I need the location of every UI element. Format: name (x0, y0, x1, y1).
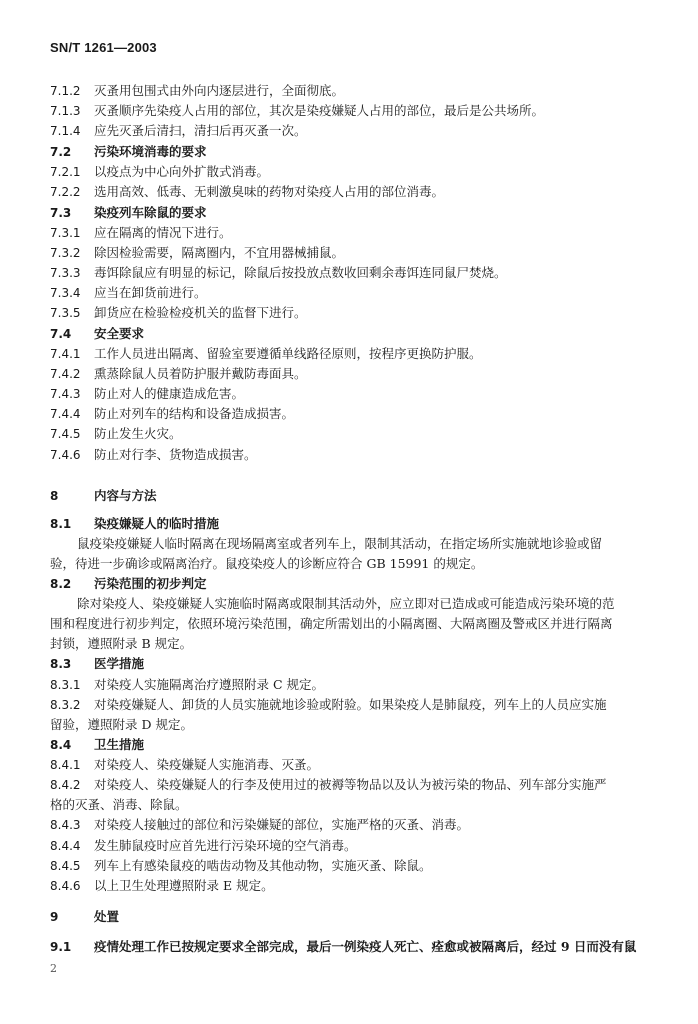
clause-text: 染疫列车除鼠的要求 (94, 205, 207, 220)
clause-8-1 (50, 515, 652, 533)
clause-number: 9.1 (50, 940, 72, 954)
clause-8-3 (50, 655, 652, 673)
clause-number: 7.4.4 (50, 407, 81, 421)
clause-number: 9 (50, 910, 59, 924)
clause-9-1 (50, 938, 652, 956)
clause-7-3 (50, 204, 652, 222)
clause-text: 防止发生火灾。 (94, 426, 182, 441)
clause-8-3-1 (50, 676, 652, 694)
clause-text: 格的灭蚤、消毒、除鼠。 (50, 797, 188, 812)
clause-text: 污染环境消毒的要求 (94, 144, 207, 159)
clause-9 (50, 908, 652, 926)
clause-number: 8.2 (50, 577, 72, 591)
clause-number: 7.1.2 (50, 84, 81, 98)
clause-text: 封锁，遵照附录 B 规定。 (50, 636, 193, 651)
clause-number: 8.4.5 (50, 859, 81, 873)
clause-text: 安全要求 (94, 326, 145, 341)
clause-7-3-1 (50, 224, 652, 242)
clause-text: 防止对行李、货物造成损害。 (94, 447, 257, 462)
clause-7-3-5 (50, 304, 652, 322)
paragraph-line (50, 635, 652, 653)
paragraph-line (77, 535, 652, 553)
clause-text: 疫情处理工作已按规定要求全部完成，最后一例染疫人死亡、痊愈或被隔离后，经过 9 日而没有鼠 (94, 939, 637, 954)
clause-number: 8.4.2 (50, 778, 81, 792)
clause-text: 发生肺鼠疫时应首先进行污染环境的空气消毒。 (94, 838, 357, 853)
clause-number: 8.4.1 (50, 758, 81, 772)
clause-8-4-2 (50, 776, 652, 794)
clause-number: 7.3.4 (50, 286, 81, 300)
clause-number: 7.4.3 (50, 387, 81, 401)
clause-text: 验，待进一步确诊或隔离治疗。鼠疫染疫人的诊断应符合 GB 15991 的规定。 (50, 556, 484, 571)
clause-8-4-3 (50, 816, 652, 834)
clause-number: 7.2 (50, 145, 72, 159)
clause-7-4 (50, 325, 652, 343)
clause-text: 污染范围的初步判定 (94, 576, 207, 591)
clause-8-4-6 (50, 877, 652, 895)
clause-text: 染疫嫌疑人的临时措施 (94, 516, 220, 531)
clause-number: 7.4.6 (50, 448, 81, 462)
clause-7-3-4 (50, 284, 652, 302)
clause-7-3-2 (50, 244, 652, 262)
clause-number: 7.3.3 (50, 266, 81, 280)
clause-text: 列车上有感染鼠疫的啮齿动物及其他动物，实施灭蚤、除鼠。 (94, 858, 432, 873)
clause-text: 医学措施 (94, 656, 145, 671)
clause-number: 8.3.2 (50, 698, 81, 712)
clause-text: 以上卫生处理遵照附录 E 规定。 (94, 878, 274, 893)
clause-text: 灭蚤用包围式由外向内逐层进行，全面彻底。 (94, 83, 345, 98)
clause-text: 卸货应在检验检疫机关的监督下进行。 (94, 305, 307, 320)
clause-text: 工作人员进出隔离、留验室要遵循单线路径原则，按程序更换防护服。 (94, 346, 482, 361)
clause-8-4-1 (50, 756, 652, 774)
clause-number: 7.4.2 (50, 367, 81, 381)
clause-text: 对染疫嫌疑人、卸货的人员实施就地诊验或附验。如果染疫人是肺鼠疫，列车上的人员应实施 (94, 697, 607, 712)
clause-number: 7.3 (50, 206, 72, 220)
clause-text: 对染疫人接触过的部位和污染嫌疑的部位，实施严格的灭蚤、消毒。 (94, 817, 470, 832)
clause-text: 对染疫人、染疫嫌疑人的行李及使用过的被褥等物品以及认为被污染的物品、列车部分实施严 (94, 777, 607, 792)
clause-8-2 (50, 575, 652, 593)
paragraph-line (77, 595, 652, 613)
clause-number: 7.2.2 (50, 185, 81, 199)
clause-number: 7.1.3 (50, 104, 81, 118)
clause-number: 8.3 (50, 657, 72, 671)
clause-text: 对染疫人、染疫嫌疑人实施消毒、灭蚤。 (94, 757, 320, 772)
clause-text: 选用高效、低毒、无刺激臭味的药物对染疫人占用的部位消毒。 (94, 184, 445, 199)
clause-number: 7.3.1 (50, 226, 81, 240)
clause-text: 除对染疫人、染疫嫌疑人实施临时隔离或限制其活动外，应立即对已造成或可能造成污染环境的范 (77, 596, 615, 611)
clause-number: 8 (50, 489, 59, 503)
clause-number: 8.4 (50, 738, 72, 752)
clause-text: 熏蒸除鼠人员着防护服并戴防毒面具。 (94, 366, 307, 381)
clause-text: 围和程度进行初步判定，依照环境污染范围，确定所需划出的小隔离圈、大隔离圈及警戒区并进行隔离 (50, 616, 613, 631)
paragraph-line (50, 796, 652, 814)
standard-code-header: SN/T 1261—2003 (50, 40, 157, 55)
clause-7-4-6 (50, 446, 652, 464)
clause-7-2 (50, 143, 652, 161)
clause-number: 7.1.4 (50, 124, 81, 138)
paragraph-line (50, 716, 652, 734)
clause-7-4-3 (50, 385, 652, 403)
clause-number: 8.4.3 (50, 818, 81, 832)
clause-7-4-2 (50, 365, 652, 383)
clause-text: 应在隔离的情况下进行。 (94, 225, 232, 240)
clause-text: 内容与方法 (94, 488, 157, 503)
clause-text: 以疫点为中心向外扩散式消毒。 (94, 164, 270, 179)
clause-text: 毒饵除鼠应有明显的标记，除鼠后按投放点数收回剩余毒饵连同鼠尸焚烧。 (94, 265, 507, 280)
clause-number: 8.4.6 (50, 879, 81, 893)
clause-8-3-2 (50, 696, 652, 714)
clause-number: 7.3.2 (50, 246, 81, 260)
clause-7-2-1 (50, 163, 652, 181)
paragraph-line (50, 615, 652, 633)
clause-number: 7.2.1 (50, 165, 81, 179)
clause-text: 留验，遵照附录 D 规定。 (50, 717, 193, 732)
clause-7-3-3 (50, 264, 652, 282)
clause-number: 7.3.5 (50, 306, 81, 320)
clause-number: 7.4.5 (50, 427, 81, 441)
clause-8-4-5 (50, 857, 652, 875)
clause-8-4-4 (50, 837, 652, 855)
clause-text: 应先灭蚤后清扫，清扫后再灭蚤一次。 (94, 123, 307, 138)
clause-7-2-2 (50, 183, 652, 201)
clause-7-4-5 (50, 425, 652, 443)
paragraph-line (50, 555, 652, 573)
clause-number: 7.4 (50, 327, 72, 341)
clause-8 (50, 487, 652, 505)
page-number: 2 (50, 962, 57, 975)
clause-8-4 (50, 736, 652, 754)
clause-7-4-4 (50, 405, 652, 423)
clause-number: 8.4.4 (50, 839, 81, 853)
clause-text: 处置 (94, 909, 120, 924)
clause-number: 7.4.1 (50, 347, 81, 361)
clause-text: 除因检验需要，隔离圈内，不宜用器械捕鼠。 (94, 245, 345, 260)
clause-text: 卫生措施 (94, 737, 145, 752)
clause-text: 防止对列车的结构和设备造成损害。 (94, 406, 295, 421)
clause-7-4-1 (50, 345, 652, 363)
clause-number: 8.3.1 (50, 678, 81, 692)
clause-text: 应当在卸货前进行。 (94, 285, 207, 300)
clause-text: 灭蚤顺序先染疫人占用的部位，其次是染疫嫌疑人占用的部位，最后是公共场所。 (94, 103, 545, 118)
clause-7-1-2 (50, 82, 652, 100)
clause-number: 8.1 (50, 517, 72, 531)
clause-text: 防止对人的健康造成危害。 (94, 386, 245, 401)
clause-7-1-4 (50, 122, 652, 140)
clause-text: 鼠疫染疫嫌疑人临时隔离在现场隔离室或者列车上，限制其活动，在指定场所实施就地诊验或留 (77, 536, 603, 551)
clause-7-1-3 (50, 102, 652, 120)
clause-text: 对染疫人实施隔离治疗遵照附录 C 规定。 (94, 677, 325, 692)
